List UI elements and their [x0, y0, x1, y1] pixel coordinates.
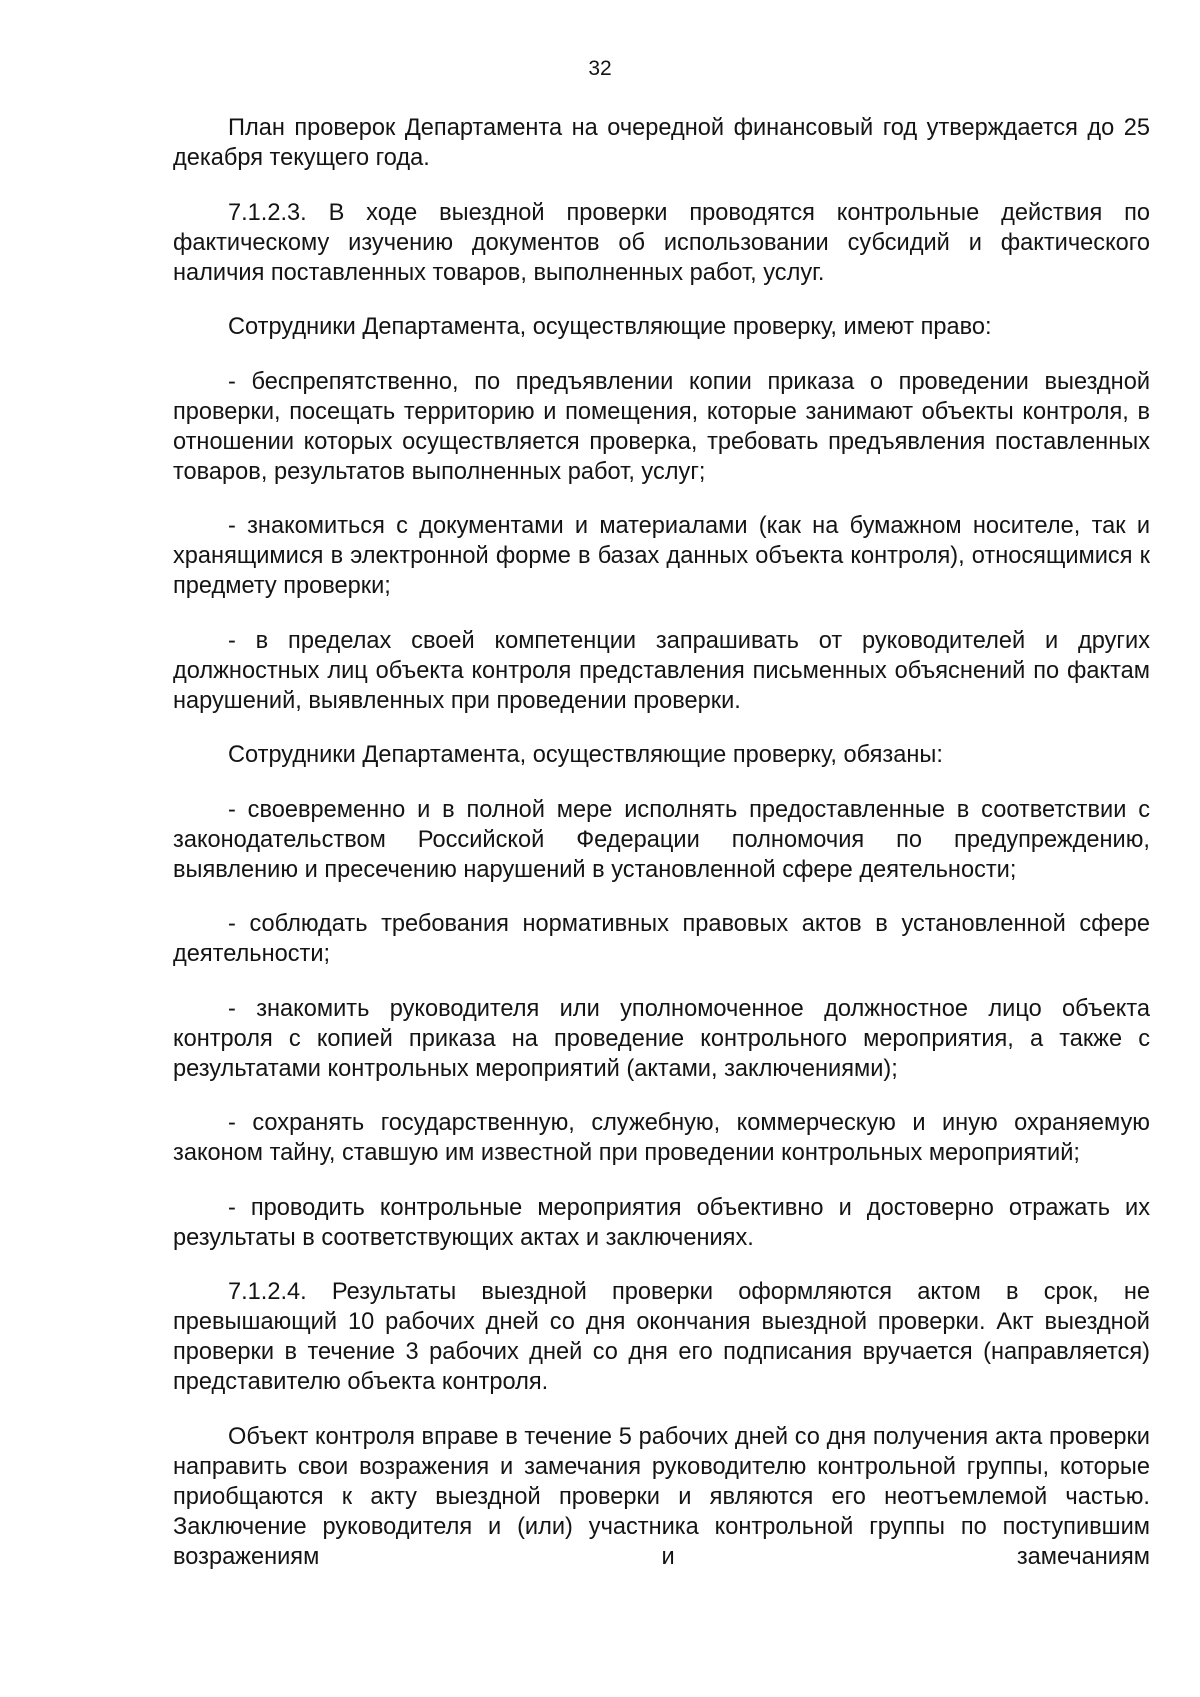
list-item-duty-powers: - своевременно и в полной мере исполнять предоставленные в соответствии с законодательством Российской Федерации полномочия по предупреждению, выявлению и пресечению нарушений в установленной сфере деятельности;	[173, 796, 1150, 883]
document-body	[173, 113, 1150, 1572]
page-number: 32	[588, 57, 612, 80]
list-item-right-documents: - знакомиться с документами и материалами (как на бумажном носителе, так и хранящимися в электронной форме в базах данных объекта контроля), относящимися к предмету проверки;	[173, 513, 1150, 599]
paragraph-7-1-2-3: 7.1.2.3. В ходе выездной проверки проводятся контрольные действия по фактическому изучению документов об использовании субсидий и фактического наличия поставленных товаров, выполненных работ, услуг.	[173, 199, 1150, 286]
paragraph-objections: Объект контроля вправе в течение 5 рабочих дней со дня получения акта проверки направить свои возражения и замечания руководителю контрольной группы, которые приобщаются к акту выездной проверки и являются его неотъемлемой частью. Заключение руководителя и (или) участника контрольной группы по поступившим возражениям и замечаниям	[173, 1423, 1150, 1570]
paragraph-rights-intro: Сотрудники Департамента, осуществляющие проверку, имеют право:	[228, 314, 992, 340]
paragraph-duties-intro: Сотрудники Департамента, осуществляющие проверку, обязаны:	[228, 742, 943, 768]
paragraph-7-1-2-4: 7.1.2.4. Результаты выездной проверки оформляются актом в срок, не превышающий 10 рабочих дней со дня окончания выездной проверки. Акт выездной проверки в течение 3 рабочих дней со дня его подписания вручается (направляется) представителю объекта контроля.	[173, 1279, 1150, 1395]
list-item-right-access: - беспрепятственно, по предъявлении копии приказа о проведении выездной проверки, посещать территорию и помещения, которые занимают объекты контроля, в отношении которых осуществляется проверка, требовать предъявления поставленных товаров, результатов выполненных работ, услуг;	[173, 368, 1150, 485]
list-item-duty-acquaint: - знакомить руководителя или уполномоченное должностное лицо объекта контроля с копией приказа на проведение контрольного мероприятия, а также с результатами контрольных мероприятий (актами, заключениями);	[173, 995, 1150, 1082]
list-item-duty-compliance: - соблюдать требования нормативных правовых актов в установленной сфере деятельности;	[173, 911, 1150, 967]
paragraph-inspection-plan: План проверок Департамента на очередной финансовый год утверждается до 25 декабря текущего года.	[173, 115, 1150, 171]
list-item-right-explanations: - в пределах своей компетенции запрашивать от руководителей и других должностных лиц объекта контроля представления письменных объяснений по фактам нарушений, выявленных при проведении проверки.	[173, 627, 1150, 714]
list-item-duty-objectivity: - проводить контрольные мероприятия объективно и достоверно отражать их результаты в соответствующих актах и заключениях.	[173, 1194, 1150, 1251]
list-item-duty-secrecy: - сохранять государственную, служебную, коммерческую и иную охраняемую законом тайну, ставшую им известной при проведении контрольных мероприятий;	[173, 1110, 1150, 1166]
